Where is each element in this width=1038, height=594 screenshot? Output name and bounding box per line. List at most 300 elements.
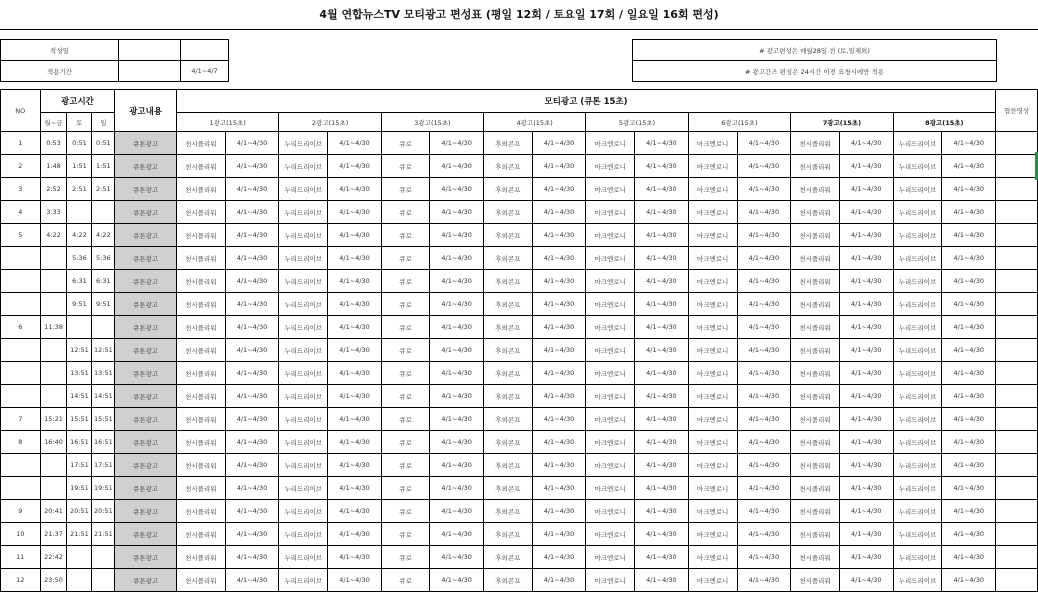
ad-period-cell[interactable]: 4/1~4/30 [532, 316, 586, 339]
ad-period-cell[interactable]: 4/1~4/30 [737, 155, 791, 178]
advertiser-cell[interactable]: 누리드리이브 [279, 569, 328, 592]
advertiser-cell[interactable]: 후외콘프 [484, 201, 533, 224]
row-number-cell[interactable]: 7 [1, 408, 41, 431]
sunday-time-cell[interactable]: 5:36 [92, 247, 115, 270]
advertiser-cell[interactable]: 천시플리워 [791, 247, 840, 270]
advertiser-cell[interactable]: 후외콘프 [484, 293, 533, 316]
ad-period-cell[interactable]: 4/1~4/30 [635, 362, 689, 385]
ad-period-cell[interactable]: 4/1~4/30 [225, 201, 279, 224]
weekday-time-cell[interactable] [40, 270, 67, 293]
sponsor-cell[interactable] [996, 224, 1038, 247]
ad-period-cell[interactable]: 4/1~4/30 [430, 270, 484, 293]
sponsor-cell[interactable] [996, 431, 1038, 454]
advertiser-cell[interactable]: 천시플리워 [176, 339, 225, 362]
ad-period-cell[interactable]: 4/1~4/30 [328, 362, 382, 385]
advertiser-cell[interactable]: 마크엔로니 [586, 546, 635, 569]
advertiser-cell[interactable]: 누리드리이브 [893, 293, 942, 316]
sponsor-cell[interactable] [996, 546, 1038, 569]
sponsor-cell[interactable] [996, 477, 1038, 500]
row-number-cell[interactable] [1, 454, 41, 477]
ad-period-cell[interactable]: 4/1~4/30 [737, 500, 791, 523]
weekday-time-cell[interactable]: 21:37 [40, 523, 67, 546]
advertiser-cell[interactable]: 천시플리워 [791, 339, 840, 362]
advertiser-cell[interactable]: 마크엔로니 [688, 362, 737, 385]
advertiser-cell[interactable]: 누리드리이브 [893, 454, 942, 477]
advertiser-cell[interactable]: 큐로 [381, 293, 429, 316]
advertiser-cell[interactable]: 큐로 [381, 523, 429, 546]
saturday-time-cell[interactable]: 14:51 [67, 385, 92, 408]
advertiser-cell[interactable]: 천시플리워 [791, 408, 840, 431]
advertiser-cell[interactable]: 누리드리이브 [279, 523, 328, 546]
ad-period-cell[interactable]: 4/1~4/30 [225, 270, 279, 293]
advertiser-cell[interactable]: 큐로 [381, 385, 429, 408]
sunday-time-cell[interactable]: 15:51 [92, 408, 115, 431]
advertiser-cell[interactable]: 천시플리워 [791, 385, 840, 408]
advertiser-cell[interactable]: 누리드리이브 [893, 339, 942, 362]
ad-period-cell[interactable]: 4/1~4/30 [635, 546, 689, 569]
advertiser-cell[interactable]: 마크엔로니 [688, 339, 737, 362]
ad-period-cell[interactable]: 4/1~4/30 [737, 270, 791, 293]
ad-period-cell[interactable]: 4/1~4/30 [430, 178, 484, 201]
advertiser-cell[interactable]: 천시플리워 [791, 155, 840, 178]
weekday-time-cell[interactable] [40, 454, 67, 477]
advertiser-cell[interactable]: 천시플리워 [791, 546, 840, 569]
advertiser-cell[interactable]: 마크엔로니 [688, 569, 737, 592]
sponsor-cell[interactable] [996, 155, 1038, 178]
sponsor-cell[interactable] [996, 523, 1038, 546]
ad-period-cell[interactable]: 4/1~4/30 [430, 546, 484, 569]
weekday-time-cell[interactable] [40, 362, 67, 385]
weekday-time-cell[interactable]: 20:41 [40, 500, 67, 523]
sunday-time-cell[interactable]: 16:51 [92, 431, 115, 454]
ad-period-cell[interactable]: 4/1~4/30 [942, 500, 996, 523]
ad-period-cell[interactable]: 4/1~4/30 [328, 155, 382, 178]
advertiser-cell[interactable]: 마크엔로니 [688, 523, 737, 546]
ad-period-cell[interactable]: 4/1~4/30 [942, 316, 996, 339]
advertiser-cell[interactable]: 누리드리이브 [279, 132, 328, 155]
ad-period-cell[interactable]: 4/1~4/30 [532, 500, 586, 523]
saturday-time-cell[interactable]: 15:51 [67, 408, 92, 431]
advertiser-cell[interactable]: 큐로 [381, 500, 429, 523]
period-value[interactable] [119, 61, 181, 82]
advertiser-cell[interactable]: 후외콘프 [484, 454, 533, 477]
ad-period-cell[interactable]: 4/1~4/30 [839, 500, 893, 523]
sunday-time-cell[interactable] [92, 569, 115, 592]
ad-period-cell[interactable]: 4/1~4/30 [225, 247, 279, 270]
advertiser-cell[interactable]: 누리드리이브 [279, 270, 328, 293]
ad-period-cell[interactable]: 4/1~4/30 [942, 362, 996, 385]
ad-period-cell[interactable]: 4/1~4/30 [430, 454, 484, 477]
sunday-time-cell[interactable]: 6:31 [92, 270, 115, 293]
advertiser-cell[interactable]: 누리드리이브 [893, 500, 942, 523]
advertiser-cell[interactable]: 후외콘프 [484, 316, 533, 339]
ad-period-cell[interactable]: 4/1~4/30 [430, 431, 484, 454]
ad-period-cell[interactable]: 4/1~4/30 [839, 362, 893, 385]
row-number-cell[interactable] [1, 477, 41, 500]
ad-period-cell[interactable]: 4/1~4/30 [839, 293, 893, 316]
advertiser-cell[interactable]: 큐로 [381, 408, 429, 431]
advertiser-cell[interactable]: 천시플리워 [176, 293, 225, 316]
ad-period-cell[interactable]: 4/1~4/30 [839, 201, 893, 224]
advertiser-cell[interactable]: 천시플리워 [176, 201, 225, 224]
sponsor-cell[interactable] [996, 339, 1038, 362]
advertiser-cell[interactable]: 마크엔로니 [586, 362, 635, 385]
ad-period-cell[interactable]: 4/1~4/30 [942, 385, 996, 408]
ad-period-cell[interactable]: 4/1~4/30 [430, 385, 484, 408]
ad-period-cell[interactable]: 4/1~4/30 [942, 132, 996, 155]
weekday-time-cell[interactable]: 2:52 [40, 178, 67, 201]
saturday-time-cell[interactable]: 1:51 [67, 155, 92, 178]
row-number-cell[interactable]: 6 [1, 316, 41, 339]
advertiser-cell[interactable]: 천시플리워 [791, 270, 840, 293]
ad-period-cell[interactable]: 4/1~4/30 [328, 316, 382, 339]
advertiser-cell[interactable]: 마크엔로니 [586, 408, 635, 431]
saturday-time-cell[interactable]: 0:51 [67, 132, 92, 155]
ad-period-cell[interactable]: 4/1~4/30 [225, 339, 279, 362]
ad-period-cell[interactable]: 4/1~4/30 [635, 569, 689, 592]
advertiser-cell[interactable]: 큐로 [381, 477, 429, 500]
ad-period-cell[interactable]: 4/1~4/30 [635, 454, 689, 477]
weekday-time-cell[interactable]: 16:40 [40, 431, 67, 454]
ad-period-cell[interactable]: 4/1~4/30 [328, 431, 382, 454]
advertiser-cell[interactable]: 천시플리워 [176, 247, 225, 270]
row-number-cell[interactable]: 2 [1, 155, 41, 178]
ad-period-cell[interactable]: 4/1~4/30 [942, 546, 996, 569]
ad-content-cell[interactable]: 큐톤광고 [115, 362, 177, 385]
ad-period-cell[interactable]: 4/1~4/30 [328, 408, 382, 431]
advertiser-cell[interactable]: 천시플리워 [176, 270, 225, 293]
advertiser-cell[interactable]: 마크엔로니 [586, 569, 635, 592]
ad-period-cell[interactable]: 4/1~4/30 [225, 569, 279, 592]
advertiser-cell[interactable]: 천시플리워 [176, 477, 225, 500]
advertiser-cell[interactable]: 누리드리이브 [893, 523, 942, 546]
sunday-time-cell[interactable]: 13:51 [92, 362, 115, 385]
sunday-time-cell[interactable]: 0:51 [92, 132, 115, 155]
ad-period-cell[interactable]: 4/1~4/30 [635, 270, 689, 293]
ad-period-cell[interactable]: 4/1~4/30 [430, 523, 484, 546]
saturday-time-cell[interactable] [67, 316, 92, 339]
ad-period-cell[interactable]: 4/1~4/30 [839, 247, 893, 270]
ad-period-cell[interactable]: 4/1~4/30 [839, 546, 893, 569]
advertiser-cell[interactable]: 마크엔로니 [688, 454, 737, 477]
ad-period-cell[interactable]: 4/1~4/30 [839, 155, 893, 178]
advertiser-cell[interactable]: 누리드리이브 [279, 408, 328, 431]
ad-period-cell[interactable]: 4/1~4/30 [328, 569, 382, 592]
ad-period-cell[interactable]: 4/1~4/30 [737, 477, 791, 500]
weekday-time-cell[interactable]: 23:50 [40, 569, 67, 592]
sponsor-cell[interactable] [996, 178, 1038, 201]
ad-period-cell[interactable]: 4/1~4/30 [532, 224, 586, 247]
ad-period-cell[interactable]: 4/1~4/30 [430, 247, 484, 270]
ad-content-cell[interactable]: 큐톤광고 [115, 270, 177, 293]
ad-period-cell[interactable]: 4/1~4/30 [635, 523, 689, 546]
period-extra[interactable]: 4/1~4/7 [181, 61, 229, 82]
advertiser-cell[interactable]: 마크엔로니 [586, 155, 635, 178]
saturday-time-cell[interactable]: 17:51 [67, 454, 92, 477]
advertiser-cell[interactable]: 천시플리워 [791, 477, 840, 500]
advertiser-cell[interactable]: 큐로 [381, 132, 429, 155]
advertiser-cell[interactable]: 천시플리워 [176, 523, 225, 546]
ad-content-cell[interactable]: 큐톤광고 [115, 523, 177, 546]
ad-period-cell[interactable]: 4/1~4/30 [737, 132, 791, 155]
ad-period-cell[interactable]: 4/1~4/30 [532, 362, 586, 385]
ad-content-cell[interactable]: 큐톤광고 [115, 224, 177, 247]
advertiser-cell[interactable]: 후외콘프 [484, 569, 533, 592]
advertiser-cell[interactable]: 마크엔로니 [688, 270, 737, 293]
sponsor-cell[interactable] [996, 270, 1038, 293]
advertiser-cell[interactable]: 누리드리이브 [279, 385, 328, 408]
ad-period-cell[interactable]: 4/1~4/30 [942, 408, 996, 431]
advertiser-cell[interactable]: 천시플리워 [791, 523, 840, 546]
advertiser-cell[interactable]: 마크엔로니 [688, 247, 737, 270]
ad-period-cell[interactable]: 4/1~4/30 [328, 201, 382, 224]
advertiser-cell[interactable]: 마크엔로니 [688, 546, 737, 569]
ad-period-cell[interactable]: 4/1~4/30 [532, 454, 586, 477]
advertiser-cell[interactable]: 마크엔로니 [688, 316, 737, 339]
sunday-time-cell[interactable]: 17:51 [92, 454, 115, 477]
ad-period-cell[interactable]: 4/1~4/30 [328, 385, 382, 408]
advertiser-cell[interactable]: 큐로 [381, 155, 429, 178]
advertiser-cell[interactable]: 마크엔로니 [586, 316, 635, 339]
ad-period-cell[interactable]: 4/1~4/30 [635, 178, 689, 201]
sunday-time-cell[interactable]: 4:22 [92, 224, 115, 247]
advertiser-cell[interactable]: 천시플리워 [176, 362, 225, 385]
advertiser-cell[interactable]: 후외콘프 [484, 270, 533, 293]
sponsor-cell[interactable] [996, 500, 1038, 523]
advertiser-cell[interactable]: 누리드리이브 [279, 546, 328, 569]
advertiser-cell[interactable]: 후외콘프 [484, 408, 533, 431]
sponsor-cell[interactable] [996, 385, 1038, 408]
advertiser-cell[interactable]: 큐로 [381, 569, 429, 592]
ad-period-cell[interactable]: 4/1~4/30 [430, 477, 484, 500]
row-number-cell[interactable]: 12 [1, 569, 41, 592]
sponsor-cell[interactable] [996, 408, 1038, 431]
ad-period-cell[interactable]: 4/1~4/30 [737, 201, 791, 224]
ad-period-cell[interactable]: 4/1~4/30 [942, 569, 996, 592]
advertiser-cell[interactable]: 큐로 [381, 454, 429, 477]
advertiser-cell[interactable]: 천시플리워 [791, 132, 840, 155]
sponsor-cell[interactable] [996, 569, 1038, 592]
advertiser-cell[interactable]: 누리드리이브 [279, 316, 328, 339]
ad-period-cell[interactable]: 4/1~4/30 [942, 178, 996, 201]
sponsor-cell[interactable] [996, 454, 1038, 477]
ad-period-cell[interactable]: 4/1~4/30 [532, 523, 586, 546]
ad-period-cell[interactable]: 4/1~4/30 [225, 132, 279, 155]
ad-period-cell[interactable]: 4/1~4/30 [737, 408, 791, 431]
ad-period-cell[interactable]: 4/1~4/30 [532, 155, 586, 178]
advertiser-cell[interactable]: 마크엔로니 [586, 454, 635, 477]
advertiser-cell[interactable]: 마크엔로니 [586, 477, 635, 500]
ad-period-cell[interactable]: 4/1~4/30 [942, 270, 996, 293]
ad-period-cell[interactable]: 4/1~4/30 [635, 500, 689, 523]
ad-period-cell[interactable]: 4/1~4/30 [839, 270, 893, 293]
ad-content-cell[interactable]: 큐톤광고 [115, 339, 177, 362]
ad-period-cell[interactable]: 4/1~4/30 [737, 546, 791, 569]
ad-period-cell[interactable]: 4/1~4/30 [225, 293, 279, 316]
advertiser-cell[interactable]: 후외콘프 [484, 523, 533, 546]
sponsor-cell[interactable] [996, 201, 1038, 224]
advertiser-cell[interactable]: 천시플리워 [791, 454, 840, 477]
advertiser-cell[interactable]: 천시플리워 [176, 224, 225, 247]
advertiser-cell[interactable]: 천시플리워 [176, 569, 225, 592]
ad-period-cell[interactable]: 4/1~4/30 [942, 431, 996, 454]
advertiser-cell[interactable]: 누리드리이브 [279, 339, 328, 362]
ad-period-cell[interactable]: 4/1~4/30 [942, 224, 996, 247]
ad-period-cell[interactable]: 4/1~4/30 [839, 477, 893, 500]
advertiser-cell[interactable]: 후외콘프 [484, 339, 533, 362]
advertiser-cell[interactable]: 누리드리이브 [893, 431, 942, 454]
ad-period-cell[interactable]: 4/1~4/30 [737, 362, 791, 385]
sunday-time-cell[interactable] [92, 546, 115, 569]
advertiser-cell[interactable]: 누리드리이브 [279, 477, 328, 500]
row-number-cell[interactable]: 10 [1, 523, 41, 546]
advertiser-cell[interactable]: 마크엔로니 [586, 270, 635, 293]
ad-content-cell[interactable]: 큐톤광고 [115, 247, 177, 270]
advertiser-cell[interactable]: 천시플리워 [176, 431, 225, 454]
ad-period-cell[interactable]: 4/1~4/30 [942, 155, 996, 178]
saturday-time-cell[interactable] [67, 546, 92, 569]
ad-period-cell[interactable]: 4/1~4/30 [839, 408, 893, 431]
ad-period-cell[interactable]: 4/1~4/30 [635, 408, 689, 431]
advertiser-cell[interactable]: 후외콘프 [484, 500, 533, 523]
advertiser-cell[interactable]: 누리드리이브 [893, 201, 942, 224]
ad-period-cell[interactable]: 4/1~4/30 [942, 201, 996, 224]
ad-period-cell[interactable]: 4/1~4/30 [328, 293, 382, 316]
ad-period-cell[interactable]: 4/1~4/30 [532, 408, 586, 431]
ad-content-cell[interactable]: 큐톤광고 [115, 155, 177, 178]
saturday-time-cell[interactable]: 4:22 [67, 224, 92, 247]
saturday-time-cell[interactable]: 21:51 [67, 523, 92, 546]
ad-period-cell[interactable]: 4/1~4/30 [737, 569, 791, 592]
ad-content-cell[interactable]: 큐톤광고 [115, 477, 177, 500]
ad-period-cell[interactable]: 4/1~4/30 [225, 385, 279, 408]
ad-period-cell[interactable]: 4/1~4/30 [635, 431, 689, 454]
ad-period-cell[interactable]: 4/1~4/30 [532, 293, 586, 316]
advertiser-cell[interactable]: 후외콘프 [484, 477, 533, 500]
ad-period-cell[interactable]: 4/1~4/30 [430, 155, 484, 178]
weekday-time-cell[interactable]: 22:42 [40, 546, 67, 569]
ad-content-cell[interactable]: 큐톤광고 [115, 201, 177, 224]
ad-period-cell[interactable]: 4/1~4/30 [225, 454, 279, 477]
ad-period-cell[interactable]: 4/1~4/30 [839, 454, 893, 477]
saturday-time-cell[interactable] [67, 569, 92, 592]
advertiser-cell[interactable]: 마크엔로니 [586, 132, 635, 155]
advertiser-cell[interactable]: 큐로 [381, 546, 429, 569]
ad-period-cell[interactable]: 4/1~4/30 [532, 431, 586, 454]
advertiser-cell[interactable]: 마크엔로니 [586, 224, 635, 247]
ad-period-cell[interactable]: 4/1~4/30 [839, 132, 893, 155]
ad-period-cell[interactable]: 4/1~4/30 [532, 201, 586, 224]
row-number-cell[interactable] [1, 339, 41, 362]
weekday-time-cell[interactable]: 4:22 [40, 224, 67, 247]
sunday-time-cell[interactable]: 9:51 [92, 293, 115, 316]
advertiser-cell[interactable]: 누리드리이브 [893, 477, 942, 500]
row-number-cell[interactable]: 5 [1, 224, 41, 247]
ad-period-cell[interactable]: 4/1~4/30 [942, 339, 996, 362]
advertiser-cell[interactable]: 큐로 [381, 178, 429, 201]
ad-period-cell[interactable]: 4/1~4/30 [942, 477, 996, 500]
advertiser-cell[interactable]: 후외콘프 [484, 247, 533, 270]
ad-period-cell[interactable]: 4/1~4/30 [839, 569, 893, 592]
advertiser-cell[interactable]: 큐로 [381, 201, 429, 224]
advertiser-cell[interactable]: 천시플리워 [176, 454, 225, 477]
advertiser-cell[interactable]: 마크엔로니 [688, 201, 737, 224]
weekday-time-cell[interactable] [40, 385, 67, 408]
advertiser-cell[interactable]: 천시플리워 [176, 316, 225, 339]
ad-period-cell[interactable]: 4/1~4/30 [532, 178, 586, 201]
advertiser-cell[interactable]: 천시플리워 [791, 224, 840, 247]
advertiser-cell[interactable]: 누리드리이브 [893, 270, 942, 293]
ad-period-cell[interactable]: 4/1~4/30 [225, 431, 279, 454]
saturday-time-cell[interactable]: 9:51 [67, 293, 92, 316]
saturday-time-cell[interactable]: 12:51 [67, 339, 92, 362]
ad-period-cell[interactable]: 4/1~4/30 [737, 339, 791, 362]
ad-period-cell[interactable]: 4/1~4/30 [635, 155, 689, 178]
advertiser-cell[interactable]: 누리드리이브 [279, 201, 328, 224]
advertiser-cell[interactable]: 누리드리이브 [893, 408, 942, 431]
advertiser-cell[interactable]: 누리드리이브 [893, 362, 942, 385]
ad-period-cell[interactable]: 4/1~4/30 [737, 385, 791, 408]
ad-content-cell[interactable]: 큐톤광고 [115, 546, 177, 569]
advertiser-cell[interactable]: 큐로 [381, 247, 429, 270]
advertiser-cell[interactable]: 천시플리워 [176, 408, 225, 431]
saturday-time-cell[interactable]: 20:51 [67, 500, 92, 523]
writer-value[interactable] [119, 40, 181, 61]
saturday-time-cell[interactable]: 6:31 [67, 270, 92, 293]
ad-period-cell[interactable]: 4/1~4/30 [328, 132, 382, 155]
ad-period-cell[interactable]: 4/1~4/30 [532, 569, 586, 592]
ad-period-cell[interactable]: 4/1~4/30 [225, 408, 279, 431]
sponsor-cell[interactable] [996, 247, 1038, 270]
ad-period-cell[interactable]: 4/1~4/30 [635, 201, 689, 224]
ad-content-cell[interactable]: 큐톤광고 [115, 569, 177, 592]
ad-period-cell[interactable]: 4/1~4/30 [635, 132, 689, 155]
sunday-time-cell[interactable]: 2:51 [92, 178, 115, 201]
ad-period-cell[interactable]: 4/1~4/30 [328, 454, 382, 477]
ad-period-cell[interactable]: 4/1~4/30 [532, 270, 586, 293]
weekday-time-cell[interactable]: 15:21 [40, 408, 67, 431]
advertiser-cell[interactable]: 누리드리이브 [893, 224, 942, 247]
sunday-time-cell[interactable] [92, 201, 115, 224]
ad-period-cell[interactable]: 4/1~4/30 [225, 546, 279, 569]
advertiser-cell[interactable]: 천시플리워 [176, 385, 225, 408]
advertiser-cell[interactable]: 누리드리이브 [893, 155, 942, 178]
ad-period-cell[interactable]: 4/1~4/30 [737, 247, 791, 270]
advertiser-cell[interactable]: 큐로 [381, 316, 429, 339]
ad-content-cell[interactable]: 큐톤광고 [115, 293, 177, 316]
advertiser-cell[interactable]: 누리드리이브 [893, 546, 942, 569]
ad-period-cell[interactable]: 4/1~4/30 [635, 385, 689, 408]
weekday-time-cell[interactable]: 11:38 [40, 316, 67, 339]
advertiser-cell[interactable]: 누리드리이브 [893, 385, 942, 408]
advertiser-cell[interactable]: 마크엔로니 [688, 224, 737, 247]
advertiser-cell[interactable]: 마크엔로니 [586, 431, 635, 454]
advertiser-cell[interactable]: 후외콘프 [484, 362, 533, 385]
advertiser-cell[interactable]: 누리드리이브 [279, 224, 328, 247]
ad-period-cell[interactable]: 4/1~4/30 [532, 132, 586, 155]
ad-period-cell[interactable]: 4/1~4/30 [430, 132, 484, 155]
advertiser-cell[interactable]: 누리드리이브 [279, 293, 328, 316]
ad-period-cell[interactable]: 4/1~4/30 [635, 316, 689, 339]
advertiser-cell[interactable]: 마크엔로니 [586, 247, 635, 270]
ad-period-cell[interactable]: 4/1~4/30 [532, 477, 586, 500]
ad-period-cell[interactable]: 4/1~4/30 [430, 500, 484, 523]
advertiser-cell[interactable]: 큐로 [381, 431, 429, 454]
sunday-time-cell[interactable]: 14:51 [92, 385, 115, 408]
advertiser-cell[interactable]: 누리드리이브 [279, 362, 328, 385]
advertiser-cell[interactable]: 천시플리워 [791, 569, 840, 592]
saturday-time-cell[interactable]: 16:51 [67, 431, 92, 454]
